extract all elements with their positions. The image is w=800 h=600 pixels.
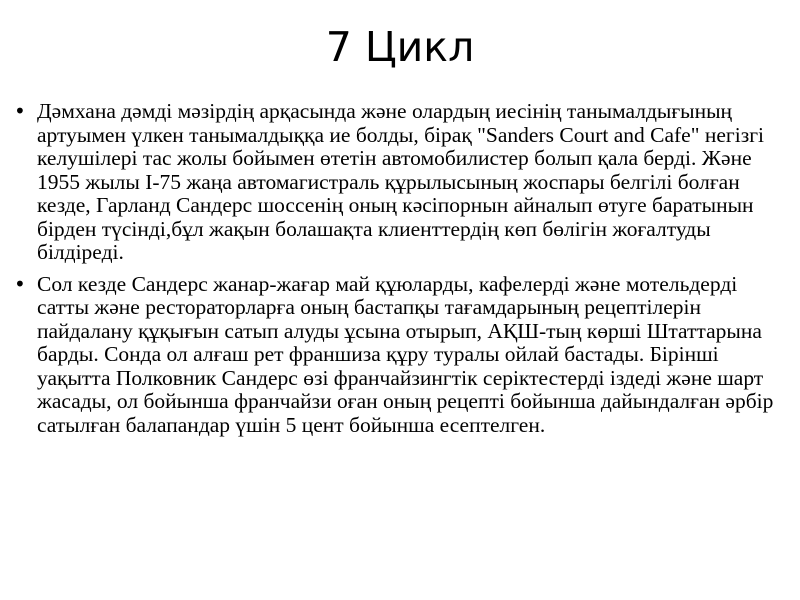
bullet-dot-icon: • [14, 99, 26, 123]
bullet-list [14, 100, 786, 445]
bullet-text: Сол кезде Сандерс жанар-жағар май құюларды, кафелерді және мотельдерді сатты және рестораторларға оның бастапқы тағамдарының рецептілерін пайдалану құқығын сатып алуды ұсына отырып, АҚШ-тың көрші Штаттарына барды. Сонда ол алғаш рет франшиза құру туралы ойлай бастады. Бірінші уақытта Полковник Сандерс өзі франчайзингтік серіктестерді іздеді және шарт жасады, ол бойынша франчайзи оған оның рецепті бойынша дайындалған әрбір сатылған балапандар үшін 5 цент бойынша есептелген. [37, 271, 774, 437]
slide-title: 7 Цикл [325, 23, 475, 71]
bullet-text: Дәмхана дәмді мәзірдің арқасында және олардың иесінің танымалдығының артуымен үлкен танымалдыққа ие болды, бірақ "Sanders Court and Cafe" негізгі келушілері тас жолы бойымен өтетін автомобилистер болып қала берді. Және 1955 жылы I-75 жаңа автомагистраль құрылысының жоспары белгілі болған кезде, Гарланд Сандерс шоссенің оның кәсіпорнын айналып өтуге баратынын бірден түсінді,бұл жақын болашақта клиенттердің көп бөлігін жоғалтуды білдіреді. [37, 99, 764, 264]
bullet-item [14, 273, 786, 438]
bullet-dot-icon: • [14, 271, 26, 296]
bullet-item [14, 100, 786, 265]
